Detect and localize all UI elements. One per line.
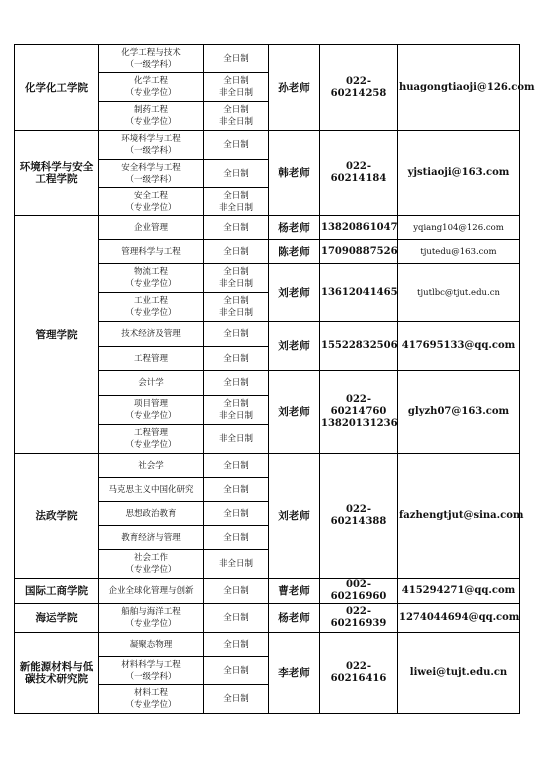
major-cell: 思想政治教育 [99, 502, 204, 526]
major-cell: 船舶与海洋工程 （专业学位） [99, 604, 204, 633]
study-mode-cell: 全日制 [204, 160, 269, 188]
major-cell: 化学工程与技术 （一级学科） [99, 45, 204, 73]
college-cell: 管理学院 [15, 216, 99, 454]
college-cell: 新能源材料与低碳技术研究院 [15, 633, 99, 714]
study-mode-cell: 全日制 [204, 347, 269, 371]
major-cell: 教育经济与管理 [99, 526, 204, 550]
email-cell: tjutlbc@tjut.edu.cn [398, 264, 520, 322]
study-mode-cell: 全日制 [204, 478, 269, 502]
study-mode-cell: 全日制 [204, 240, 269, 264]
study-mode-cell: 全日制 [204, 454, 269, 478]
phone-cell: 13612041465 [320, 264, 398, 322]
major-cell: 项目管理 （专业学位） [99, 396, 204, 425]
study-mode-cell: 全日制 [204, 45, 269, 73]
study-mode-cell: 全日制 非全日制 [204, 293, 269, 322]
phone-cell: 022-60214760 13820131236 [320, 371, 398, 454]
study-mode-cell: 全日制 非全日制 [204, 264, 269, 293]
major-cell: 社会工作 （专业学位） [99, 550, 204, 579]
major-cell: 企业管理 [99, 216, 204, 240]
study-mode-cell: 非全日制 [204, 425, 269, 454]
study-mode-cell: 全日制 非全日制 [204, 188, 269, 216]
major-cell: 凝聚态物理 [99, 633, 204, 657]
email-cell: yjstiaoji@163.com [398, 131, 520, 216]
college-cell: 海运学院 [15, 604, 99, 633]
study-mode-cell: 全日制 非全日制 [204, 73, 269, 102]
teacher-cell: 刘老师 [269, 371, 320, 454]
teacher-cell: 刘老师 [269, 264, 320, 322]
major-cell: 环境科学与工程 （一级学科） [99, 131, 204, 160]
college-cell: 法政学院 [15, 454, 99, 579]
phone-cell: 022-60214258 [320, 45, 398, 131]
teacher-cell: 杨老师 [269, 604, 320, 633]
study-mode-cell: 全日制 [204, 502, 269, 526]
study-mode-cell: 全日制 [204, 633, 269, 657]
email-cell: 415294271@qq.com [398, 579, 520, 604]
major-cell: 安全科学与工程 （一级学科） [99, 160, 204, 188]
major-cell: 马克思主义中国化研究 [99, 478, 204, 502]
college-cell: 国际工商学院 [15, 579, 99, 604]
email-cell: huagongtiaoji@126.com [398, 45, 520, 131]
major-cell: 社会学 [99, 454, 204, 478]
email-cell: glyzh07@163.com [398, 371, 520, 454]
teacher-cell: 刘老师 [269, 322, 320, 371]
major-cell: 材料工程 （专业学位） [99, 685, 204, 714]
study-mode-cell: 全日制 [204, 371, 269, 396]
major-cell: 安全工程 （专业学位） [99, 188, 204, 216]
teacher-cell: 刘老师 [269, 454, 320, 579]
admissions-contact-table [14, 44, 535, 714]
teacher-cell: 韩老师 [269, 131, 320, 216]
teacher-cell: 孙老师 [269, 45, 320, 131]
college-cell: 环境科学与安全工程学院 [15, 131, 99, 216]
major-cell: 工程管理 （专业学位） [99, 425, 204, 454]
study-mode-cell: 全日制 非全日制 [204, 396, 269, 425]
phone-cell: 022-60216939 [320, 604, 398, 633]
email-cell: yqiang104@126.com [398, 216, 520, 240]
major-cell: 化学工程 （专业学位） [99, 73, 204, 102]
email-cell: fazhengtjut@sina.com [398, 454, 520, 579]
major-cell: 工程管理 [99, 347, 204, 371]
major-cell: 会计学 [99, 371, 204, 396]
teacher-cell: 杨老师 [269, 216, 320, 240]
major-cell: 工业工程 （专业学位） [99, 293, 204, 322]
major-cell: 材料科学与工程 （一级学科） [99, 657, 204, 685]
phone-cell: 022-60214184 [320, 131, 398, 216]
study-mode-cell: 全日制 [204, 657, 269, 685]
study-mode-cell: 全日制 [204, 685, 269, 714]
major-cell: 技术经济及管理 [99, 322, 204, 347]
email-cell: 1274044694@qq.com [398, 604, 520, 633]
study-mode-cell: 全日制 [204, 216, 269, 240]
email-cell: tjutedu@163.com [398, 240, 520, 264]
email-cell: liwei@tujt.edu.cn [398, 633, 520, 714]
teacher-cell: 李老师 [269, 633, 320, 714]
college-cell: 化学化工学院 [15, 45, 99, 131]
phone-cell: 022-60216416 [320, 633, 398, 714]
phone-cell: 15522832506 [320, 322, 398, 371]
study-mode-cell: 全日制 [204, 526, 269, 550]
study-mode-cell: 非全日制 [204, 550, 269, 579]
study-mode-cell: 全日制 非全日制 [204, 102, 269, 131]
major-cell: 制药工程 （专业学位） [99, 102, 204, 131]
phone-cell: 002-60216960 [320, 579, 398, 604]
teacher-cell: 曹老师 [269, 579, 320, 604]
study-mode-cell: 全日制 [204, 604, 269, 633]
study-mode-cell: 全日制 [204, 131, 269, 160]
email-cell: 417695133@qq.com [398, 322, 520, 371]
study-mode-cell: 全日制 [204, 579, 269, 604]
major-cell: 物流工程 （专业学位） [99, 264, 204, 293]
phone-cell: 13820861047 [320, 216, 398, 240]
phone-cell: 17090887526 [320, 240, 398, 264]
teacher-cell: 陈老师 [269, 240, 320, 264]
major-cell: 企业全球化管理与创新 [99, 579, 204, 604]
study-mode-cell: 全日制 [204, 322, 269, 347]
phone-cell: 022-60214388 [320, 454, 398, 579]
major-cell: 管理科学与工程 [99, 240, 204, 264]
